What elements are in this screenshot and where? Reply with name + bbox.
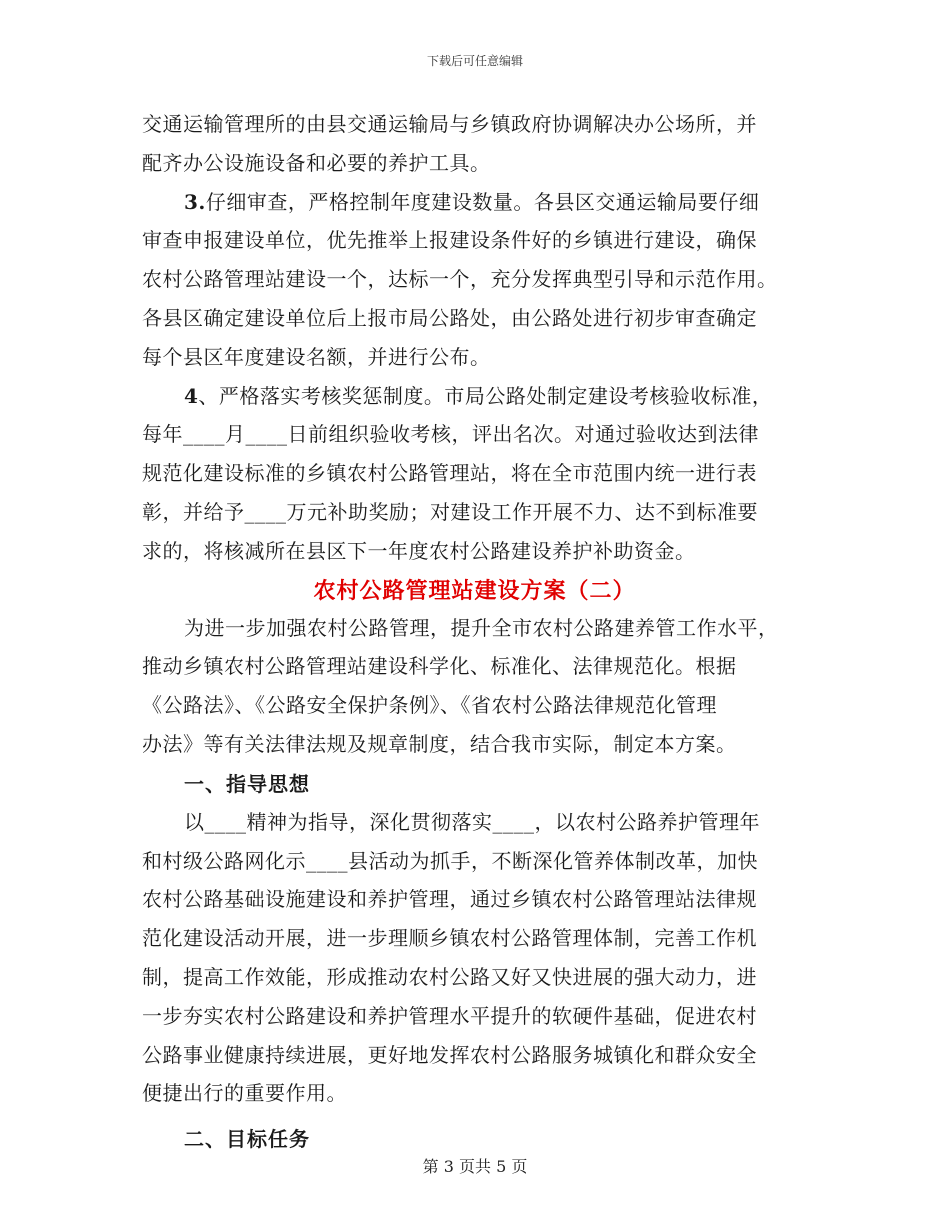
intro-line: 办法》等有关法律法规及规章制度，结合我市实际，制定本方案。 [142,731,737,756]
page-footer: 第 3 页共 5 页 [422,1157,528,1176]
guide-line: 便捷出行的重要作用。 [142,1081,347,1106]
paragraph-line: 交通运输管理所的由县交通运输局与乡镇政府协调解决办公场所，并 [142,112,757,136]
intro-line: 《公路法》、《公路安全保护条例》、《省农村公路法律规范化管理 [142,693,717,718]
paragraph-line: 每年____月____日前组织验收考核，评出名次。对通过验收达到法律 [142,422,759,447]
document-body [142,106,807,1159]
paragraph-line: 每个县区年度建设名额，并进行公布。 [142,344,491,369]
section-title: 农村公路管理站建设方案（二） [313,577,636,604]
intro-line: 为进一步加强农村公路管理，提升全市农村公路建养管工作水平， [184,615,779,640]
guide-line: 一步夯实农村公路建设和养护管理水平提升的软硬件基础，促进农村 [142,1003,757,1028]
guide-line: 制，提高工作效能，形成推动农村公路又好又快进展的强大动力，进 [142,964,757,989]
item-number: 4 [184,383,199,408]
paragraph-line: 求的，将核减所在县区下一年度农村公路建设养护补助资金。 [142,538,696,563]
guide-line: 以____精神为指导，深化贯彻落实____，以农村公路养护管理年 [184,809,760,834]
guide-line: 范化建设活动开展，进一步理顺乡镇农村公路管理体制，完善工作机 [142,926,757,951]
paragraph-text: 仔细审查，严格控制年度建设数量。各县区交通运输局要仔细 [205,189,760,214]
paragraph-line: 审查申报建设单位，优先推举上报建设条件好的乡镇进行建设，确保 [142,228,757,253]
paragraph-3-line [142,184,807,222]
paragraph-line: 农村公路管理站建设一个，达标一个，充分发挥典型引导和示范作用。 [142,267,778,292]
page-header: 下载后可任意编辑 [426,54,523,68]
item-number: 3. [184,189,206,214]
paragraph-4-line [142,378,807,416]
guide-line: 和村级公路网化示____县活动为抓手，不断深化管养体制改革，加快 [142,848,758,873]
paragraph-line: 配齐办公设施设备和必要的养护工具。 [142,150,491,175]
paragraph-line: 彰，并给予____万元补助奖励；对建设工作开展不力、达不到标准要 [142,499,758,524]
guide-line: 农村公路基础设施建设和养护管理，通过乡镇农村公路管理站法律规 [142,887,757,912]
heading-guiding-ideology: 一、指导思想 [184,771,310,796]
heading-goals-tasks: 二、目标任务 [184,1127,310,1152]
intro-line: 推动乡镇农村公路管理站建设科学化、标准化、法律规范化。根据 [142,654,737,679]
guide-line: 公路事业健康持续进展，更好地发挥农村公路服务城镇化和群众安全 [142,1042,757,1067]
paragraph-line: 各县区确定建设单位后上报市局公路处，由公路处进行初步审查确定 [142,305,757,330]
paragraph-text: 、严格落实考核奖惩制度。市局公路处制定建设考核验收标准， [198,383,773,408]
paragraph-line: 规范化建设标准的乡镇农村公路管理站，将在全市范围内统一进行表 [142,461,757,486]
